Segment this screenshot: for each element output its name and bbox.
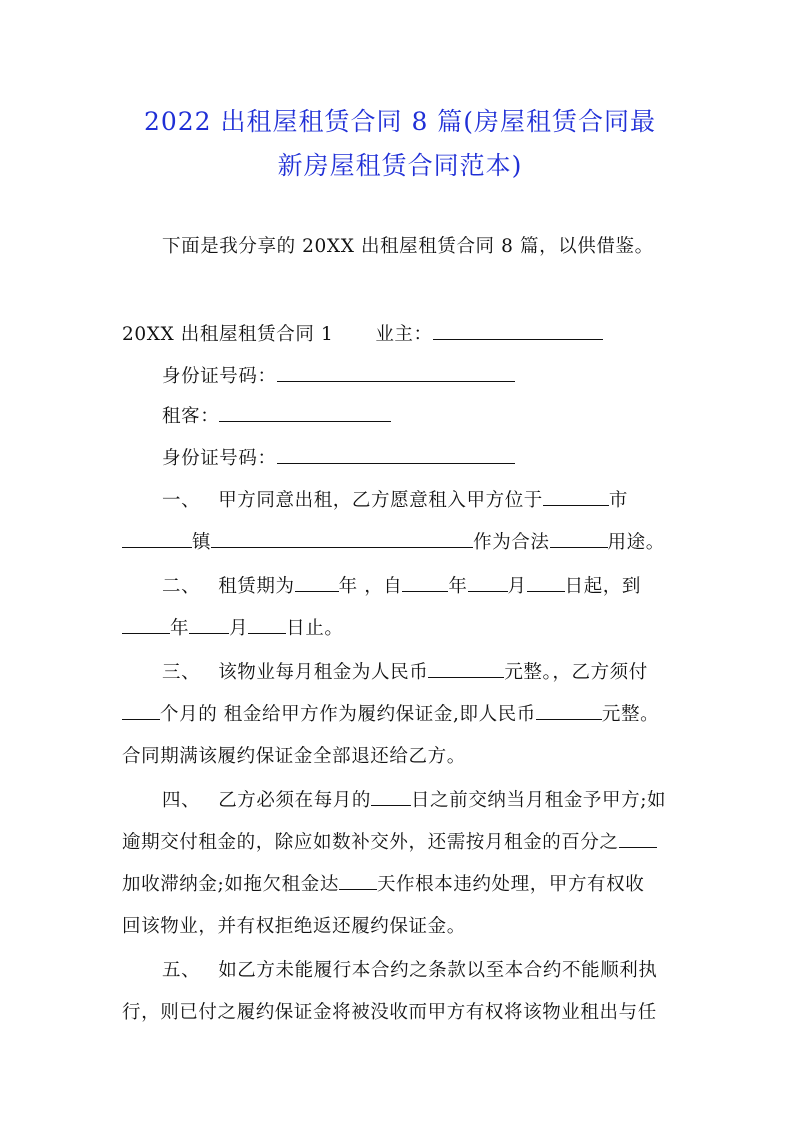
clause-5-line-2: 行，则已付之履约保证金将被没收而甲方有权将该物业租出与任 [122,1002,657,1023]
clause-2-text-c: 年 [448,576,468,597]
end-day-blank [248,619,286,634]
clause-1-line-1 [162,486,628,512]
clause-5-line-1 [162,956,658,982]
end-year-blank [122,619,170,634]
end-month-blank [189,619,229,634]
tenant-label: 租客： [162,406,220,427]
owner-blank [433,325,603,340]
start-month-blank [468,577,508,592]
clause-1-line-2 [122,528,665,554]
clause-2-line-2 [122,614,344,640]
deposit-months-blank [122,705,160,720]
monthly-rent-blank [428,663,504,678]
owner-label: 业主： [375,324,433,345]
owner-id-blank [277,367,515,382]
clause-2-line-1 [162,572,641,598]
clause-3-text-c: 个月的 租金给甲方作为履约保证金,即人民币 [160,704,536,725]
clause-2-text-g: 月 [229,618,249,639]
clause-2-text-d: 月 [507,576,527,597]
clause-4-number: 四、 [162,790,201,811]
tenant-id-line [162,444,515,470]
clause-2-text-e: 日起，到 [564,576,642,597]
document-title-line-2: 新房屋租赁合同范本) [277,151,523,180]
tenant-blank [219,407,391,422]
term-years-blank [295,577,339,592]
clause-3-line-3: 合同期满该履约保证金全部退还给乙方。 [122,746,466,767]
tenant-line [162,402,391,428]
owner-id-label: 身份证号码： [162,366,277,387]
town-blank [122,533,192,548]
clause-4-line-2 [122,828,657,854]
clause-1-text-d: 作为合法 [473,532,550,553]
deposit-amount-blank [536,705,602,720]
clause-3-line-2 [122,700,659,726]
clause-3-line-1 [162,658,648,684]
address-blank [211,533,473,548]
clause-2-text-a: 租赁期为 [218,576,295,597]
clause-4-text-d: 加收滞纳金;如拖欠租金达 [122,874,339,895]
clause-2-number: 二、 [162,576,201,597]
clause-1-text-b: 市 [608,490,629,511]
clause-4-text-b: 日之前交纳当月租金予甲方;如 [411,790,667,811]
clause-2-text-b: 年 ，自 [338,576,403,597]
clause-4-text-c: 逾期交付租金的，除应如数补交外，还需按月租金的百分之 [122,832,619,853]
intro-paragraph: 下面是我分享的 20XX 出租屋租赁合同 8 篇，以供借鉴。 [162,236,654,257]
city-blank [543,491,609,506]
usage-blank [550,533,608,548]
clause-2-text-h: 日止。 [286,618,344,639]
contract-heading-line [122,320,603,346]
clause-1-text-a: 甲方同意出租，乙方愿意租入甲方位于 [218,490,543,511]
clause-1-text-c: 镇 [192,532,212,553]
clause-3-text-d: 元整。 [601,704,660,725]
clause-4-text-e: 天作根本违约处理，甲方有权收 [376,874,645,895]
clause-4-line-3 [122,870,644,896]
clause-4-text-a: 乙方必须在每月的 [218,790,372,811]
clause-5-number: 五、 [162,960,201,981]
late-fee-percent-blank [619,833,657,848]
start-day-blank [527,577,565,592]
clause-3-text-b: 元整。，乙方须付 [504,662,648,683]
overdue-days-blank [339,875,377,890]
tenant-id-blank [277,449,515,464]
start-year-blank [402,577,448,592]
clause-3-text-a: 该物业每月租金为人民币 [218,662,429,683]
clause-3-number: 三、 [162,662,201,683]
owner-id-line [162,362,515,388]
clause-5-text-a: 如乙方未能履行本合约之条款以至本合约不能顺利执 [218,960,658,981]
clause-4-line-1 [162,786,666,812]
due-day-blank [371,791,411,806]
clause-1-number: 一、 [162,490,201,511]
contract-heading: 20XX 出租屋租赁合同 1 [122,324,334,345]
clause-4-line-4: 回该物业，并有权拒绝返还履约保证金。 [122,916,466,937]
document-title-line-1: 2022 出租屋租赁合同 8 篇(房屋租赁合同最 [143,107,657,136]
clause-1-text-e: 用途。 [607,532,665,553]
clause-2-text-f: 年 [170,618,190,639]
tenant-id-label: 身份证号码： [162,448,277,469]
